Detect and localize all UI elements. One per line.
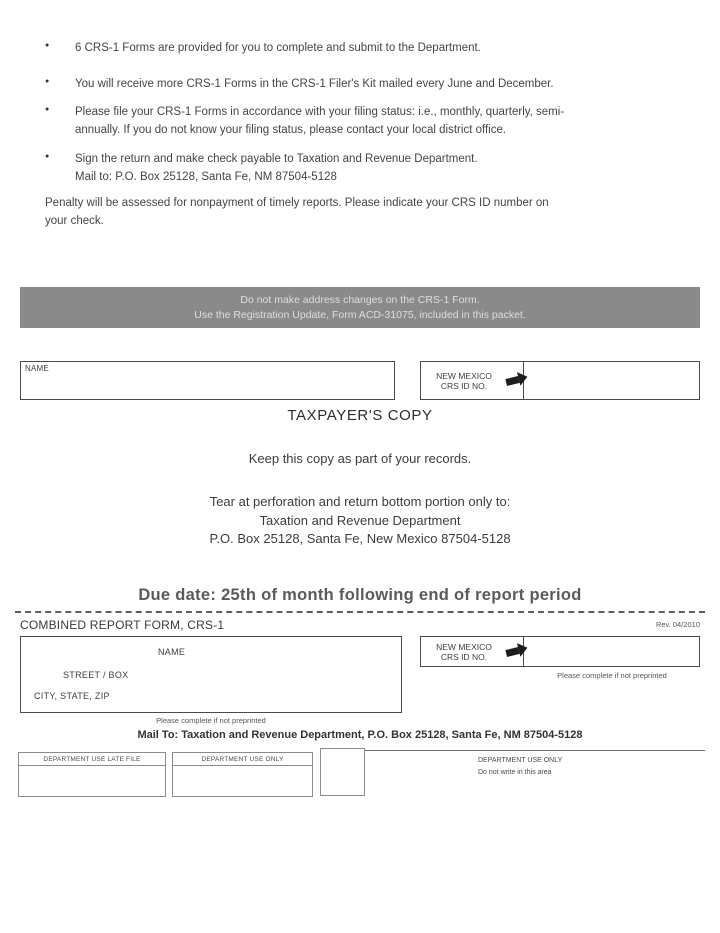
perforation-dashed-line bbox=[15, 611, 705, 613]
bullet-item bbox=[45, 40, 675, 58]
bullet-icon: ● bbox=[45, 42, 50, 49]
department-use-right-note-line: Do not write in this area bbox=[478, 769, 552, 776]
right-arrow-icon bbox=[505, 647, 519, 657]
bullet-icon: ● bbox=[45, 78, 50, 85]
bullet-item bbox=[45, 76, 675, 94]
name-field-label: NAME bbox=[25, 364, 49, 373]
bullet-item bbox=[45, 104, 675, 139]
address-name-label: NAME bbox=[158, 647, 186, 657]
department-use-only-label: DEPARTMENT USE ONLY bbox=[173, 753, 312, 766]
bullet-text: Sign the return and make check payable to Taxation and Revenue Department. bbox=[75, 153, 478, 165]
tear-note-line: Taxation and Revenue Department bbox=[259, 513, 461, 528]
combined-report-form-title: COMBINED REPORT FORM, CRS-1 bbox=[20, 618, 225, 632]
penalty-note bbox=[45, 194, 685, 230]
bullet-text: 6 CRS-1 Forms are provided for you to complete and submit to the Department. bbox=[75, 42, 481, 54]
notice-line: Use the Registration Update, Form ACD-31075, included in this packet. bbox=[194, 309, 526, 321]
penalty-note-line: your check. bbox=[45, 215, 104, 227]
due-date-heading: Due date: 25th of month following end of report period bbox=[138, 586, 582, 604]
crs-id-box bbox=[420, 361, 700, 400]
crs-id-label-cell bbox=[421, 637, 524, 666]
bullet-text: Mail to: P.O. Box 25128, Santa Fe, NM 87504-5128 bbox=[75, 170, 337, 183]
tear-note-line: Tear at perforation and return bottom portion only to: bbox=[209, 494, 511, 509]
complete-if-not-preprinted-note: Please complete if not preprinted bbox=[156, 716, 266, 725]
department-use-late-file-label: DEPARTMENT USE LATE FILE bbox=[19, 753, 165, 766]
taxpayers-copy-title: TAXPAYER'S COPY bbox=[287, 407, 433, 424]
address-change-notice-banner bbox=[20, 287, 700, 328]
address-city-label: CITY, STATE, ZIP bbox=[34, 691, 110, 701]
department-use-divider-line bbox=[365, 750, 705, 751]
notice-line: Do not make address changes on the CRS-1 Form. bbox=[240, 294, 480, 306]
keep-copy-note: Keep this copy as part of your records. bbox=[248, 451, 472, 466]
crs-id-input-area[interactable] bbox=[524, 362, 699, 399]
address-street-label: STREET / BOX bbox=[63, 670, 129, 680]
bullet-icon: ● bbox=[45, 106, 50, 113]
department-use-right-note-line: DEPARTMENT USE ONLY bbox=[478, 757, 563, 764]
bullet-text: You will receive more CRS-1 Forms in the CRS-1 Filer's Kit mailed every June and December. bbox=[75, 78, 554, 90]
crs-id-label: NEW MEXICO CRS ID NO. bbox=[436, 370, 492, 391]
department-use-small-box bbox=[320, 748, 365, 796]
department-use-right-note bbox=[478, 755, 562, 779]
crs-id-input-area[interactable] bbox=[524, 637, 699, 666]
penalty-note-line: Penalty will be assessed for nonpayment of timely reports. Please indicate your CRS ID number on bbox=[45, 197, 549, 209]
mail-to-line: Mail To: Taxation and Revenue Department, P.O. Box 25128, Santa Fe, NM 87504-5128 bbox=[137, 729, 583, 741]
name-field-box[interactable] bbox=[20, 361, 395, 400]
address-field-box[interactable] bbox=[20, 636, 402, 713]
department-use-only-box bbox=[172, 752, 313, 797]
revision-label: Rev. 04/2010 bbox=[655, 620, 700, 629]
tear-note-line: P.O. Box 25128, Santa Fe, New Mexico 87504-5128 bbox=[209, 531, 511, 546]
bullet-icon: ● bbox=[45, 153, 50, 160]
bullet-text: annually. If you do not know your filing status, please contact your local district office. bbox=[75, 123, 507, 136]
right-arrow-icon bbox=[505, 376, 519, 386]
crs-id-label-cell bbox=[421, 362, 524, 399]
bullet-item bbox=[45, 151, 675, 186]
complete-if-not-preprinted-note: Please complete if not preprinted bbox=[557, 671, 667, 680]
crs-id-label: NEW MEXICO CRS ID NO. bbox=[436, 641, 492, 662]
crs-id-box-lower bbox=[420, 636, 700, 667]
department-use-late-file-box bbox=[18, 752, 166, 797]
bullet-text: Please file your CRS-1 Forms in accordance with your filing status: i.e., monthly, quarterly, semi- bbox=[75, 106, 565, 118]
